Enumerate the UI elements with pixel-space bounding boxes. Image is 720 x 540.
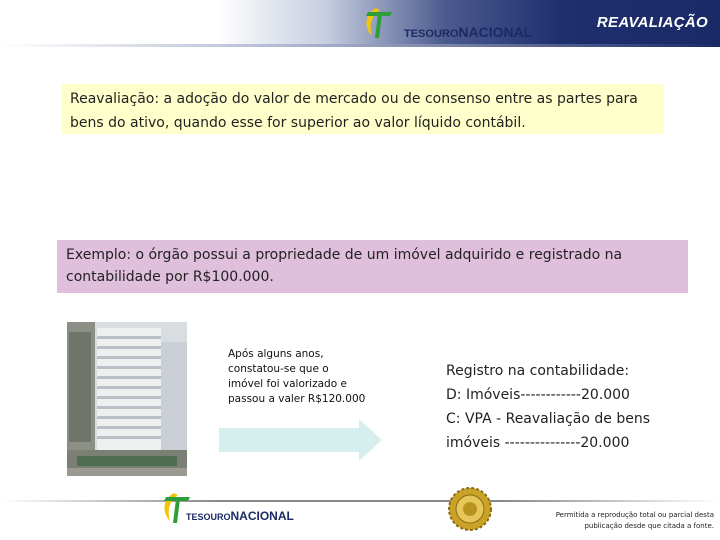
example-box: Exemplo: o órgão possui a propriedade de um imóvel adquirido e registrado na contabilidade por R$100.000. (57, 240, 688, 293)
tesouro-nacional-logo-footer (160, 489, 310, 529)
logo-top-text: TESOURONACIONAL (404, 24, 533, 40)
slide-title: REAVALIAÇÃO (596, 14, 708, 31)
accounting-record (446, 359, 696, 455)
notice-line: Permitida a reprodução total ou parcial desta (555, 511, 714, 519)
record-line: Registro na contabilidade: (446, 363, 630, 379)
definition-box: Reavaliação: a adoção do valor de mercado ou de consenso entre as partes para bens do ativo, quando esse for superior ao valor líquido contábil. (62, 84, 664, 134)
building-photo (67, 322, 187, 476)
right-arrow-icon (219, 419, 382, 461)
record-line: C: VPA - Reavaliação de bens (446, 411, 651, 427)
logo-bottom-text: TESOURONACIONAL (186, 509, 294, 523)
after-years-note (228, 347, 388, 407)
after-line: Após alguns anos, (228, 348, 324, 360)
reproduction-notice (556, 510, 714, 532)
notice-line: publicação desde que citada a fonte. (584, 522, 714, 530)
tesouro-nacional-logo (362, 4, 533, 42)
record-line: D: Imóveis------------20.000 (446, 387, 630, 403)
record-line: imóveis ---------------20.000 (446, 435, 630, 451)
after-line: constatou-se que o (228, 363, 329, 375)
gear-seal-icon (447, 486, 493, 532)
footer-divider (0, 500, 720, 502)
header-underline (0, 44, 720, 47)
after-line: passou a valer R$120.000 (228, 393, 366, 405)
after-line: imóvel foi valorizado e (228, 378, 347, 390)
